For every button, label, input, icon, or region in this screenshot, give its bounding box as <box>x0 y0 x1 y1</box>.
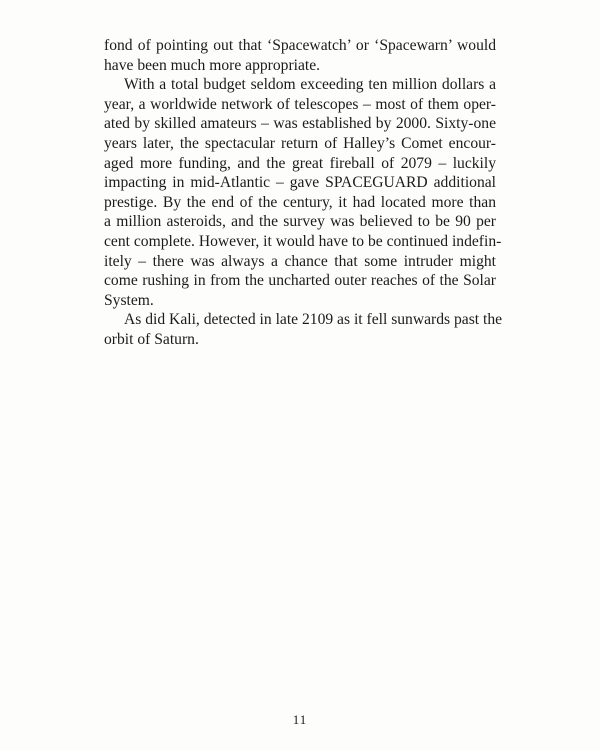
text-line: System. <box>104 291 154 309</box>
page-number: 11 <box>292 712 308 727</box>
text-line: a million asteroids, and the survey was believed to be 90 per <box>104 213 496 231</box>
text-line: prestige. By the end of the century, it had located more than <box>104 193 496 211</box>
text-line: cent complete. However, it would have to be continued indefin- <box>104 232 502 250</box>
paragraph-3 <box>104 310 503 349</box>
text-line: year, a worldwide network of telescopes – most of them oper- <box>104 95 496 113</box>
paragraph-2 <box>104 75 502 310</box>
text-line: have been much more appropriate. <box>104 56 321 74</box>
text-line: With a total budget seldom exceeding ten million dollars a <box>124 76 496 94</box>
text-line: aged more funding, and the great fireball of 2079 – luckily <box>104 154 496 172</box>
text-line: ated by skilled amateurs – was established by 2000. Sixty-one <box>104 115 496 133</box>
paragraph-1 <box>104 36 496 75</box>
body-text <box>104 36 503 350</box>
text-line: As did Kali, detected in late 2109 as it fell sunwards past the <box>124 311 503 329</box>
text-line: itely – there was always a chance that some intruder might <box>104 252 496 270</box>
text-line: impacting in mid-Atlantic – gave SPACEGUARD additional <box>104 174 496 192</box>
text-line: fond of pointing out that ‘Spacewatch’ or ‘Spacewarn’ would <box>104 37 496 54</box>
text-line: come rushing in from the uncharted outer reaches of the Solar <box>104 272 496 290</box>
text-line: years later, the spectacular return of Halley’s Comet encour- <box>104 134 496 152</box>
text-line: orbit of Saturn. <box>104 330 199 348</box>
